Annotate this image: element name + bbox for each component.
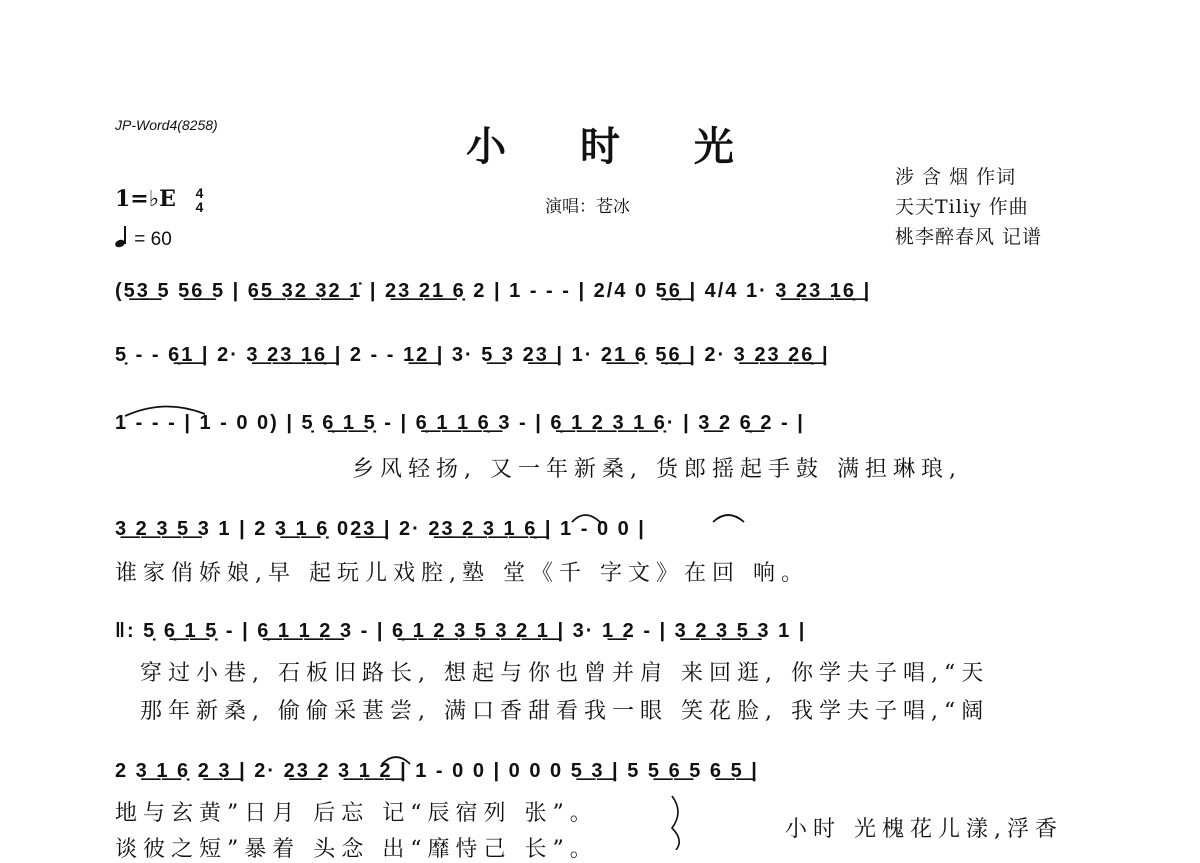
key-signature bbox=[115, 186, 203, 214]
song-title: 小 时 光 bbox=[466, 123, 764, 170]
notation-row-2: 5̣ - - 6̣͟1͟ | 2· 3͟ 2͟3͟ 1͟6̣͟ | 2 - - 1͟2͟ | 3· 5͟ 3 2͟3͟ | 1· 2͟1͟ 6̣ 5̣͟6̣͟ | 2· 3͟ 2͟3͟ 2͟6̣͟ | bbox=[115, 344, 830, 366]
notation-row-5: ‖: 5̣ 6̣͟ 1͟ 5̣ - | 6̣͟ 1͟ 1͟ 2͟ 3 - | 6̣͟ 1͟ 2͟ 3͟ 5͟ 3͟ 2͟ 1͟ | 3· 1͟ 2 - | 3͟ 2͟ 3͟ 5͟ 3 1 | bbox=[115, 620, 807, 642]
key-label: 1=♭E bbox=[115, 186, 176, 212]
notation-row-3: 1 - - - | 1 - 0 0) | 5̣ 6̣͟ 1͟ 5̣ - | 6̣͟ 1͟ 1͟ 6̣͟ 3 - | 6̣͟ 1͟ 2͟ 3͟ 1͟ 6̣· | 3͟ 2 6̣͟ 2 - | bbox=[115, 412, 805, 434]
lyric-row-6-verse-2: 谈彼之短”暴着 头念 出“靡恃己 长”。 bbox=[115, 837, 598, 862]
score-row-1 bbox=[115, 272, 1090, 316]
notation-row-6: 2 3͟ 1͟ 6̣ 2͟ 3͟ | 2· 2͟3͟ 2 3͟ 1͟ 2͟ | 1 - 0 0 | 0 0 0 5͟ 3͟ | 5 5͟ 6͟ 5 6͟ 5͟ | bbox=[115, 760, 759, 782]
score-row-6 bbox=[115, 752, 1090, 796]
brace bbox=[672, 796, 679, 850]
transcriber-credit: 桃李醉春风 记谱 bbox=[895, 226, 1043, 248]
lyric-row-6-verse-1: 地与玄黄”日月 后忘 记“辰宿列 张”。 bbox=[115, 801, 598, 826]
score-row-5 bbox=[115, 612, 1090, 656]
lyric-row-5-verse-1: 穿过小巷, 石板旧路长, 想起与你也曾并肩 来回逛, 你学夫子唱,“天 bbox=[140, 661, 990, 686]
tempo-value: = 60 bbox=[134, 229, 172, 250]
notation-row-4: 3͟ 2͟ 3͟ 5͟ 3 1 | 2 3͟ 1͟ 6̣ 02͟3͟ | 2· 2͟3͟ 2͟ 3͟ 1͟ 6̣͟ | 1 - 0 0 | bbox=[115, 518, 646, 540]
time-signature-bottom: 4 bbox=[195, 199, 204, 215]
lyricist-credit: 涉 含 烟 作词 bbox=[895, 166, 1017, 188]
tempo-mark bbox=[115, 226, 172, 251]
lyric-row-4: 谁家俏娇娘,早 起玩儿戏腔,塾 堂《千 字文》在回 响。 bbox=[115, 561, 809, 586]
notation-row-1: (5͟3͟ 5 5͟6͟ 5 | 6͟5͟ 3͟2͟ 3͟2͟ 1̇ | 2͟3͟ 2͟1͟ 6̣ 2 | 1 - - - | 2/4 0 5̣͟6̣͟ | 4/4 1· 3͟ 2͟3͟ 1͟6̣͟ | bbox=[115, 280, 872, 302]
composer-credit: 天天Tiliy 作曲 bbox=[895, 196, 1029, 218]
quarter-note-icon bbox=[115, 226, 129, 248]
lyric-row-5-verse-2: 那年新桑, 偷偷采葚尝, 满口香甜看我一眼 笑花脸, 我学夫子唱,“阔 bbox=[140, 699, 990, 724]
score-row-2 bbox=[115, 336, 1090, 380]
singer-credit: 演唱：苍冰 bbox=[545, 197, 630, 217]
score-row-3 bbox=[115, 404, 1090, 448]
lyric-row-3: 乡风轻扬, 又一年新桑, 货郎摇起手鼓 满担琳琅, bbox=[352, 457, 962, 482]
lyric-row-6-right: 小时 光槐花儿漾,浮香 bbox=[785, 817, 1063, 842]
source-label: JP-Word4(8258) bbox=[115, 117, 218, 133]
time-signature bbox=[196, 186, 204, 214]
score-row-4 bbox=[115, 510, 1090, 554]
time-signature-top: 4 bbox=[195, 185, 204, 201]
